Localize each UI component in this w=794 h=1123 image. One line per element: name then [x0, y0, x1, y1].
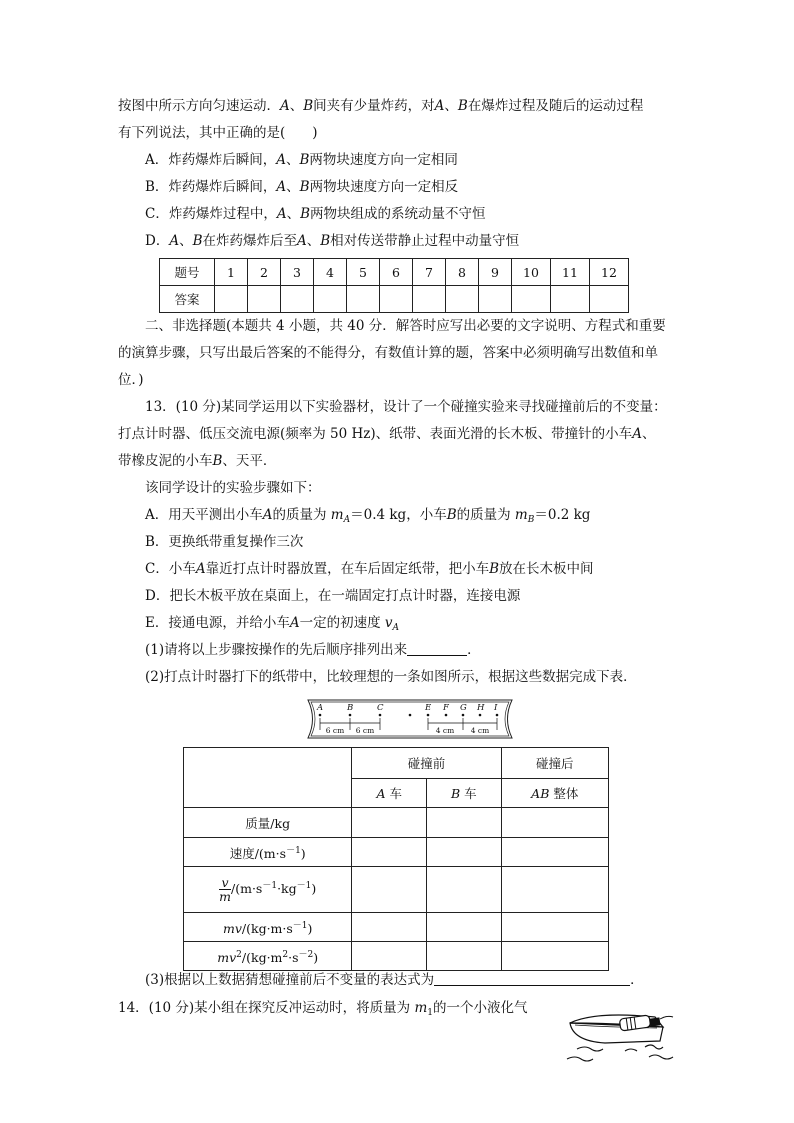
tape-dot [409, 714, 412, 717]
answer-number: 11 [551, 259, 590, 286]
table-corner-cell [184, 748, 352, 808]
tape-dot [349, 714, 352, 717]
tape-dot [379, 714, 382, 717]
q12-option-a: A．炸药爆炸后瞬间，A、B两物块速度方向一定相同 [145, 152, 458, 168]
tape-dot [462, 714, 465, 717]
table-header-after: 碰撞后 [501, 748, 608, 779]
table-header-ab-whole: AB 整体 [501, 779, 608, 808]
q13-line1: 13．(10 分)某同学运用以下实验器材，设计了一个碰撞实验来寻找碰撞前后的不变量： [145, 399, 667, 415]
data-cell[interactable] [426, 867, 501, 913]
tape-dot [479, 714, 482, 717]
data-cell[interactable] [501, 867, 608, 913]
q13-step-d: D．把长木板平放在桌面上，在一端固定打点计时器，连接电源 [145, 588, 521, 604]
data-cell[interactable] [352, 867, 427, 913]
table-row [184, 838, 609, 867]
table-row [184, 808, 609, 838]
table-header-car-b: B 车 [426, 779, 501, 808]
answer-cell[interactable] [590, 286, 629, 313]
tape-dist-gi: 4 cm [470, 726, 490, 735]
data-cell[interactable] [426, 838, 501, 867]
q13-sub3: (3)根据以上数据猜想碰撞前后不变量的表达式为 ． [145, 972, 644, 988]
section2-line3: 位．) [118, 372, 144, 388]
q12-stem-line1: 按图中所示方向匀速运动．A、B间夹有少量炸药，对A、B在爆炸过程及随后的运动过程 [118, 98, 644, 114]
answer-table-number-row [160, 259, 629, 286]
row-label-mv: $mv/(kg\cdot m\cdot s^{-1})$ [184, 913, 352, 942]
q13-step-a: A．用天平测出小车A的质量为 $m_A=0.4$ kg，小车B的质量为 $m_B=0.2$ kg [145, 507, 591, 525]
collision-data-table [183, 747, 609, 971]
table-row [184, 942, 609, 971]
answer-number: 8 [446, 259, 479, 286]
data-cell[interactable] [426, 913, 501, 942]
answer-cell[interactable] [551, 286, 590, 313]
tape-label-a: A [317, 703, 324, 713]
section2-line2: 的演算步骤，只写出最后答案的不能得分，有数值计算的题，答案中必须明确写出数值和单 [118, 345, 658, 361]
q13-sub1: (1)请将以上步骤按操作的先后顺序排列出来 ． [145, 642, 481, 658]
table-header-before: 碰撞前 [352, 748, 501, 779]
answer-cell[interactable] [380, 286, 413, 313]
data-cell[interactable] [501, 913, 608, 942]
data-cell[interactable] [352, 913, 427, 942]
tape-dot [427, 714, 430, 717]
fraction-v-over-m: $\frac{v}{m}$ [219, 875, 231, 904]
gas-nozzle-icon [649, 1017, 660, 1026]
answer-cell[interactable] [446, 286, 479, 313]
answer-cell[interactable] [413, 286, 446, 313]
water-waves-icon [567, 1045, 673, 1061]
paper-tape-figure [300, 698, 520, 740]
tape-label-c: C [377, 703, 384, 713]
data-cell[interactable] [352, 942, 427, 971]
tape-label-e: E [425, 703, 432, 713]
row-label-mv2: $mv^2/(kg\cdot m^2\cdot s^{-2})$ [184, 942, 352, 971]
answer-number: 4 [314, 259, 347, 286]
tape-label-h: H [477, 703, 485, 713]
tape-dot [319, 714, 322, 717]
answer-number: 9 [479, 259, 512, 286]
answer-number: 10 [512, 259, 551, 286]
answer-cell[interactable] [512, 286, 551, 313]
row-label-v-over-m: $\frac{v}{m}$ $/(m\cdot s^{-1}\cdot kg^{-1})$ [184, 867, 352, 913]
section2-line1: 二、非选择题(本题共 4 小题，共 40 分．解答时应写出必要的文字说明、方程式和重要 [145, 318, 666, 334]
q13-step-b: B．更换纸带重复操作三次 [145, 534, 304, 550]
row-label-speed: 速度$/(m\cdot s^{-1})$ [184, 838, 352, 867]
answer-cell[interactable] [314, 286, 347, 313]
tape-label-i: I [494, 703, 498, 713]
answer-number: 12 [590, 259, 629, 286]
q14-line1: 14．(10 分)某小组在探究反冲运动时，将质量为 $m_1$的一个小液化气 [118, 1000, 528, 1018]
answer-number: 3 [281, 259, 314, 286]
table-row [184, 913, 609, 942]
answer-cell[interactable] [281, 286, 314, 313]
data-cell[interactable] [501, 942, 608, 971]
answer-table [159, 258, 629, 313]
table-header-car-a: A 车 [352, 779, 427, 808]
data-cell[interactable] [426, 808, 501, 838]
answer-cell[interactable] [215, 286, 248, 313]
q13-step-c: C．小车A靠近打点计时器放置，在车后固定纸带，把小车B放在长木板中间 [145, 561, 594, 577]
q13-sub2: (2)打点计时器打下的纸带中，比较理想的一条如图所示，根据这些数据完成下表． [145, 669, 637, 685]
gas-jet-line [660, 1016, 673, 1019]
answer-number: 2 [248, 259, 281, 286]
answer-table-header-number: 题号 [160, 259, 215, 286]
q13-sub1-answer-blank[interactable] [407, 641, 467, 656]
q12-stem-line2: 有下列说法，其中正确的是( ) [118, 125, 318, 141]
row-label-mass: 质量/kg [184, 808, 352, 838]
q13-sub3-answer-blank[interactable] [434, 971, 630, 986]
data-cell[interactable] [501, 838, 608, 867]
answer-cell[interactable] [248, 286, 281, 313]
data-cell[interactable] [501, 808, 608, 838]
answer-number: 1 [215, 259, 248, 286]
answer-number: 7 [413, 259, 446, 286]
answer-table-answer-row [160, 286, 629, 313]
tape-dist-ab: 6 cm [325, 726, 345, 735]
tape-dot [496, 714, 499, 717]
answer-cell[interactable] [479, 286, 512, 313]
tape-dot [445, 714, 448, 717]
q13-steps-intro: 该同学设计的实验步骤如下： [145, 480, 321, 496]
q13-line2: 打点计时器、低压交流电源(频率为 50 Hz)、纸带、表面光滑的长木板、带撞针的小车A、 [118, 426, 656, 442]
q12-option-d: D．A、B在炸药爆炸后至A、B相对传送带静止过程中动量守恒 [145, 233, 520, 249]
answer-cell[interactable] [347, 286, 380, 313]
data-cell[interactable] [352, 838, 427, 867]
q13-line3: 带橡皮泥的小车B、天平． [118, 453, 277, 469]
q13-step-e: E．接通电源，并给小车A一定的初速度 $v_A$ [145, 615, 400, 633]
tape-label-f: F [443, 703, 449, 713]
answer-number: 6 [380, 259, 413, 286]
tape-dist-bc: 6 cm [355, 726, 375, 735]
q12-option-c: C．炸药爆炸过程中，A、B两物块组成的系统动量不守恒 [145, 206, 486, 222]
answer-table-header-answer: 答案 [160, 286, 215, 313]
tape-label-g: G [460, 703, 467, 713]
q12-option-b: B．炸药爆炸后瞬间，A、B两物块速度方向一定相反 [145, 179, 459, 195]
tape-label-b: B [347, 703, 354, 713]
answer-number: 5 [347, 259, 380, 286]
boat-illustration [565, 1003, 685, 1073]
tape-dist-eg: 4 cm [435, 726, 455, 735]
data-cell[interactable] [426, 942, 501, 971]
table-row [184, 867, 609, 913]
data-cell[interactable] [352, 808, 427, 838]
